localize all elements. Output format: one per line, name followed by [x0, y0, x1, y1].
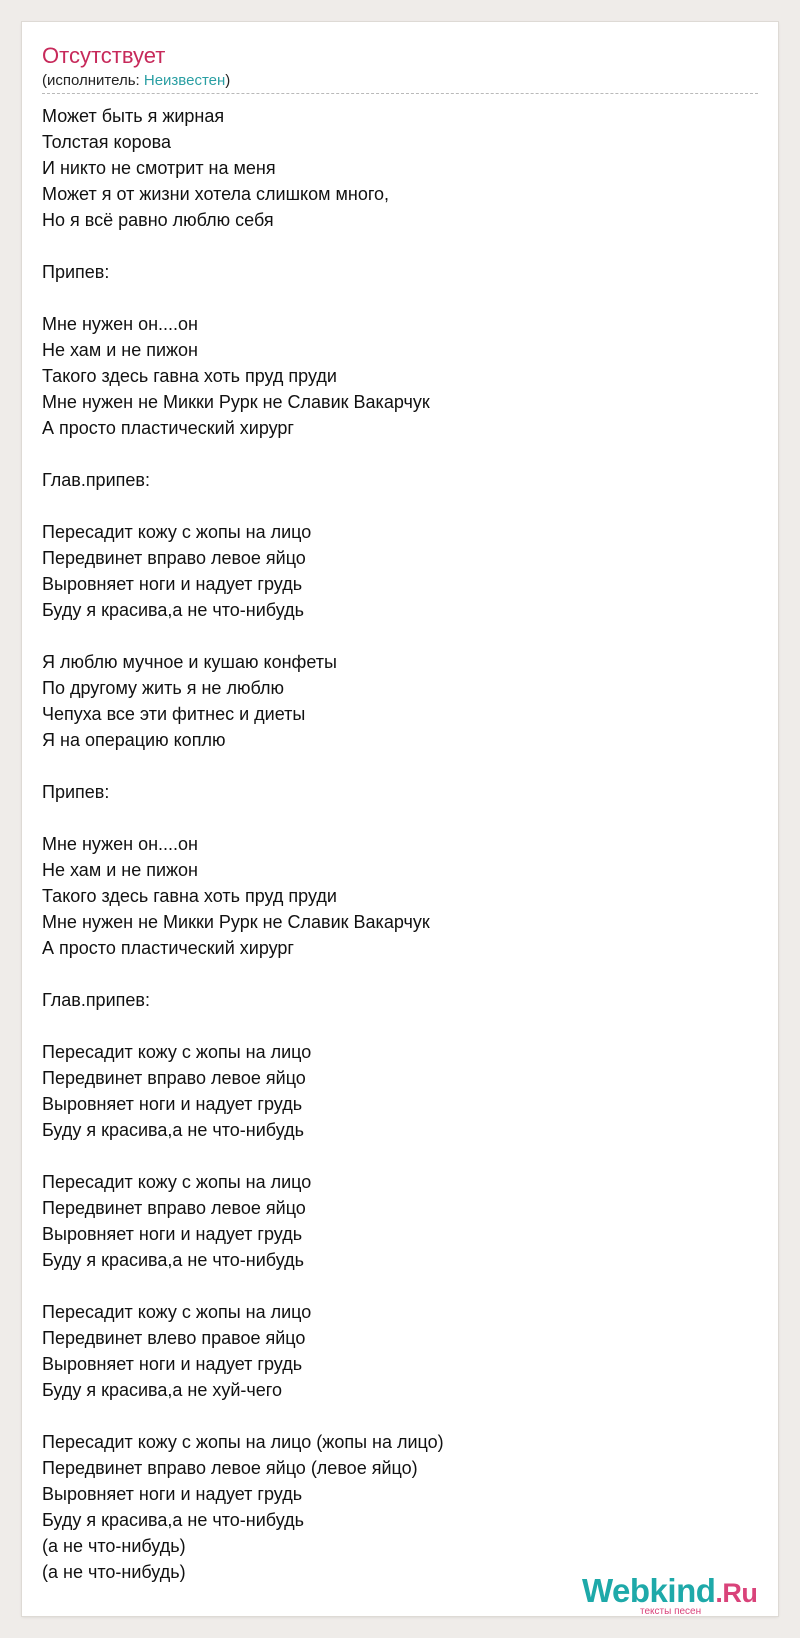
lyric-line: А просто пластический хирург	[42, 938, 294, 958]
lyric-line: Но я всё равно люблю себя	[42, 210, 274, 230]
lyric-line: Передвинет вправо левое яйцо (левое яйцо)	[42, 1458, 418, 1478]
lyric-line: Буду я красива,а не что-нибудь	[42, 1510, 304, 1530]
lyric-line: Буду я красива,а не хуй-чего	[42, 1380, 282, 1400]
stanza-break	[42, 493, 758, 519]
lyric-line: Я люблю мучное и кушаю конфеты	[42, 652, 337, 672]
lyrics-card	[22, 22, 778, 1616]
stanza-break	[42, 233, 758, 259]
logo-name: Webkind	[582, 1572, 716, 1609]
lyric-line: Буду я красива,а не что-нибудь	[42, 1250, 304, 1270]
song-title: Отсутствует	[42, 43, 166, 68]
lyrics-text	[42, 103, 758, 1585]
lyric-line: Глав.припев:	[42, 470, 150, 490]
stanza-break	[42, 961, 758, 987]
lyric-line: Такого здесь гавна хоть пруд пруди	[42, 366, 337, 386]
stanza-break	[42, 623, 758, 649]
lyric-line: Выровняет ноги и надует грудь	[42, 1484, 303, 1504]
title-divider	[42, 93, 758, 94]
performer-prefix: (исполнитель:	[42, 72, 144, 89]
lyric-line: (а не что-нибудь)	[42, 1536, 186, 1556]
lyric-line: Чепуха все эти фитнес и диеты	[42, 704, 306, 724]
stanza-break	[42, 805, 758, 831]
lyric-line: Пересадит кожу с жопы на лицо (жопы на лицо)	[42, 1432, 444, 1452]
lyric-line: (а не что-нибудь)	[42, 1562, 186, 1582]
lyric-line: Буду я красива,а не что-нибудь	[42, 1120, 304, 1140]
lyric-line: Глав.припев:	[42, 990, 150, 1010]
lyric-line: Мне нужен не Микки Рурк не Славик Вакарчук	[42, 912, 430, 932]
site-logo[interactable]	[582, 1573, 762, 1617]
lyric-line: Выровняет ноги и надует грудь	[42, 1354, 303, 1374]
lyric-line: Передвинет вправо левое яйцо	[42, 548, 306, 568]
performer-suffix: )	[225, 72, 231, 89]
lyric-line: Я на операцию коплю	[42, 730, 226, 750]
lyric-line: Буду я красива,а не что-нибудь	[42, 600, 304, 620]
lyric-line: Толстая корова	[42, 132, 171, 152]
lyric-line: Может быть я жирная	[42, 106, 225, 126]
lyric-line: Пересадит кожу с жопы на лицо	[42, 1302, 312, 1322]
lyric-line: И никто не смотрит на меня	[42, 158, 276, 178]
lyric-line: Мне нужен он....он	[42, 314, 198, 334]
lyric-line: Может я от жизни хотела слишком много,	[42, 184, 390, 204]
performer-line	[42, 72, 230, 90]
lyric-line: Выровняет ноги и надует грудь	[42, 574, 303, 594]
lyric-line: Не хам и не пижон	[42, 340, 198, 360]
stanza-break	[42, 1013, 758, 1039]
logo-tagline: тексты песен	[640, 1606, 702, 1617]
lyric-line: Припев:	[42, 262, 110, 282]
lyric-line: Не хам и не пижон	[42, 860, 198, 880]
stanza-break	[42, 1143, 758, 1169]
lyric-line: Пересадит кожу с жопы на лицо	[42, 1172, 312, 1192]
lyric-line: По другому жить я не люблю	[42, 678, 284, 698]
stanza-break	[42, 1273, 758, 1299]
lyric-line: Припев:	[42, 782, 110, 802]
logo-tld: .Ru	[715, 1578, 758, 1608]
lyric-line: Передвинет вправо левое яйцо	[42, 1198, 306, 1218]
lyric-line: Мне нужен не Микки Рурк не Славик Вакарчук	[42, 392, 430, 412]
performer-link[interactable]: Неизвестен	[143, 72, 226, 89]
lyric-line: А просто пластический хирург	[42, 418, 294, 438]
lyric-line: Мне нужен он....он	[42, 834, 198, 854]
lyric-line: Такого здесь гавна хоть пруд пруди	[42, 886, 337, 906]
stanza-break	[42, 285, 758, 311]
lyric-line: Передвинет влево правое яйцо	[42, 1328, 306, 1348]
lyric-line: Пересадит кожу с жопы на лицо	[42, 1042, 312, 1062]
stanza-break	[42, 753, 758, 779]
lyric-line: Выровняет ноги и надует грудь	[42, 1094, 303, 1114]
stanza-break	[42, 441, 758, 467]
lyric-line: Передвинет вправо левое яйцо	[42, 1068, 306, 1088]
lyric-line: Выровняет ноги и надует грудь	[42, 1224, 303, 1244]
stanza-break	[42, 1403, 758, 1429]
lyric-line: Пересадит кожу с жопы на лицо	[42, 522, 312, 542]
